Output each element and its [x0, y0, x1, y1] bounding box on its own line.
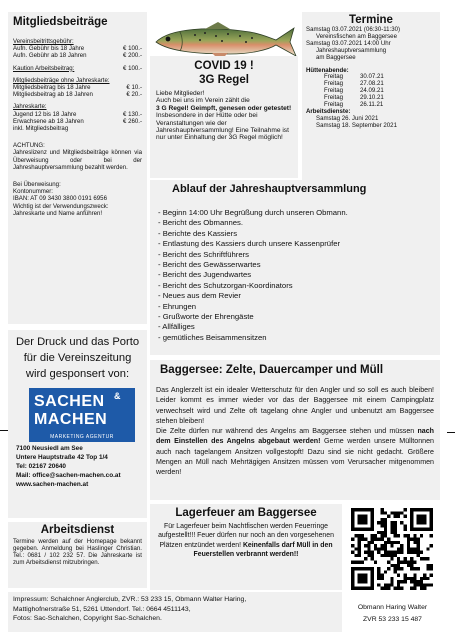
fee-row [13, 52, 142, 59]
ablauf-title: Ablauf der Jahreshauptversammlung [172, 183, 367, 195]
ablauf-item: - Bericht des Gewässerwartes [158, 260, 261, 270]
sponsor-text: Der Druck und das Porto für die Vereinszeitung wird gesponsert von: [15, 336, 140, 380]
baggersee-box [150, 360, 440, 500]
huetten-date: 29.10.21 [360, 94, 384, 102]
huetten-head: Hüttenabende: [306, 66, 349, 74]
huetten-day: Freitag [324, 80, 343, 88]
logo-line: MACHEN [34, 411, 108, 428]
jk-note: inkl. Mitgliedsbeitrag [13, 125, 69, 133]
jk-head: Jahreskarte: [13, 103, 47, 111]
vg-head: Vereinsbeitrittsgebühr: [13, 38, 74, 45]
logo-subline: MARKETING AGENTUR [50, 434, 114, 440]
impressum-line: Impressum: Schalchner Anglerclub, ZVR.: 53 233 15, Obmann Walter Haring, [13, 596, 247, 603]
ablauf-item: - Allfälliges [158, 322, 195, 332]
fee-label: Aufn. Gebühr bis 18 Jahre [13, 45, 85, 53]
fee-row [13, 45, 142, 52]
fee-label: Mitgliedsbeitrag ab 18 Jahren [13, 91, 93, 99]
huetten-date: 30.07.21 [360, 73, 384, 81]
ablauf-item: - Entlastung des Kassiers durch unsere Kassenprüfer [158, 239, 341, 249]
termine-line: Vereinsfischen am Baggersee [316, 32, 397, 40]
covid-text-part: Insbesondere in der Hütte oder bei Veranstaltungen wie der Jahreshauptversammlung! Eine Teilnahme ist nur unter Einhaltung der 3G Regel möglich! [156, 112, 289, 142]
arbeit-line: Samstag 18. September 2021 [316, 121, 397, 129]
fee-label: Jugend 12 bis 18 Jahre [13, 110, 77, 118]
baggersee-paragraph: Das Anglerzelt ist ein idealer Wetterschutz für den Angler und so soll es auch bleiben! Leider kommt es immer wieder vor das der Baggersee mit einem Campingplatz verwechselt wird und Zelte oft tagelang ohne Angler und unbenutzt am Baggersee stehen bleiben! [156, 386, 434, 425]
arbeitsdienst-text: Termine werden auf der Homepage bekannt gegeben. Anmeldung bei Haslinger Christian. Tel.: 0681 / 102 232 57. Die Jahreskarte ist zum Arbeitsdienst mitzubringen. [13, 538, 142, 567]
fee-row [13, 84, 142, 91]
huetten-day: Freitag [324, 87, 343, 95]
ablauf-item: - Bericht des Jugendwartes [158, 270, 252, 280]
impressum-box [8, 592, 342, 632]
fee-value: € 260.- [123, 117, 142, 125]
fee-value: € 200.- [123, 52, 142, 60]
sponsor-address [12, 444, 143, 489]
ablauf-item: - Bericht des Schutzorgan-Koordinators [158, 280, 293, 290]
qr-code[interactable] [351, 508, 433, 590]
crop-mark [0, 430, 8, 431]
logo-ampersand: & [114, 391, 121, 401]
impressum-line: Mattighofnerstraße 51, 5261 Uttendorf. Tel.: 0664 4511143, [13, 605, 191, 613]
ablauf-item: - Bericht des Schriftführers [158, 249, 250, 259]
fee-label: Mitgliedsbeitrag bis 18 Jahre [13, 84, 91, 92]
sponsor-website: www.sachen-machen.at [16, 481, 89, 488]
baggersee-text-part: Gerne werden unsere Mülltonnen auch nach tagelangem Ansitzen vollgestopft! Dazu sind sie nicht gedacht. Größere Mengen an Müll nach Mehrtägigen Ansitzen müssen vom Verursacher mitgenommen werden! [156, 437, 434, 477]
ablauf-item: - Berichte des Kassiers [158, 228, 238, 238]
sponsor-email: Mail: office@sachen-machen.co.at [16, 472, 121, 479]
baggersee-paragraph [156, 426, 434, 477]
termine-box [302, 12, 440, 182]
mitgliedsbeitraege-box [8, 12, 147, 324]
kaution-label: Kaution Arbeitsbeitrag: [13, 64, 75, 72]
ablauf-item: - Beginn 14:00 Uhr Begrüßung durch unseren Obmann. [158, 208, 348, 217]
ablauf-list [158, 208, 432, 343]
bank-line: Kontonummer: [13, 188, 53, 196]
huetten-date: 24.09.21 [360, 87, 384, 95]
sponsor-box [8, 330, 147, 518]
fee-value: € 100.- [123, 45, 142, 53]
covid-box [150, 56, 298, 178]
covid-text-bold: 3 G Regel! Geimpft, genesen oder getestet! [156, 104, 292, 112]
baggersee-text-part: Die Zelte dürfen nur während des Angelns am Baggersee stehen und müssen [156, 427, 418, 436]
lagerfeuer-text [156, 522, 336, 559]
fee-value: € 10.- [126, 84, 142, 92]
sponsor-address-line: 7100 Neusiedl am See [16, 445, 83, 452]
mitgliedsbeitraege-title: Mitgliedsbeiträge [13, 16, 108, 28]
huetten-day: Freitag [324, 94, 343, 102]
ablauf-item: - Grußworte der Ehrengäste [158, 312, 254, 322]
logo-line: SACHEN [34, 393, 105, 410]
ablauf-box [150, 180, 440, 355]
covid-text-part: Auch bei uns im Verein zählt die [156, 97, 250, 105]
arbeitsdienst-title: Arbeitsdienst [40, 524, 115, 536]
bank-line: Wichtig ist der Verwendungszweck: Jahreskarte und Name anführen! [13, 202, 109, 217]
qr-caption: Obmann Haring Walter [357, 604, 428, 611]
sponsor-address-line: Untere Hauptstraße 42 Top 1/4 [16, 454, 108, 461]
impressum-line: Fotos: Sac-Schalchen, Copyright Sac-Schalchen. [13, 615, 162, 623]
fee-value: € 130.- [123, 110, 142, 118]
termine-line: Samstag 03.07.2021 (06:30-11:30) [306, 26, 401, 33]
arbeit-line: Samstag 26. Juni 2021 [316, 114, 379, 122]
fee-label: Erwachsene ab 18 Jahren [13, 117, 84, 125]
kaution-row [13, 65, 142, 72]
baggersee-text-bold: nach dem Einstellen des Angelns abgebaut werden! [156, 427, 434, 446]
ablauf-item: - Bericht des Obmannes. [158, 218, 244, 228]
achtung-text: Jahreslizenz und Mitgliedsbeiträge können via Überweisung oder bei der Jahreshauptversammlung bezahlt werden. [13, 149, 142, 171]
sachen-machen-logo [29, 388, 135, 442]
termine-line: Jahreshauptversammlung [316, 46, 387, 54]
arbeit-head: Arbeitsdienste: [306, 107, 351, 115]
crop-mark [447, 432, 455, 433]
bank-head: Bei Überweisung: [13, 181, 61, 189]
covid-greeting: Liebe Mitglieder! [156, 90, 205, 97]
huetten-date: 26.11.21 [360, 101, 384, 109]
lagerfeuer-text-bold: Keinenfalls darf Müll in den Feuerstellen verbrannt werden!! [193, 541, 333, 558]
lagerfeuer-text-part: Für Lagerfeuer beim Nachtfischen werden Feuerringe aufgestellt!!! Feuer dürfen nur noch an den vorgesehenen Plätzen entzündet werden! [158, 523, 334, 549]
mb-head: Mitgliedsbeiträge ohne Jahreskarte: [13, 76, 110, 84]
ablauf-item: - gemütliches Beisammensitzen [158, 332, 267, 342]
lagerfeuer-box [150, 504, 342, 590]
fee-row [13, 111, 142, 118]
baggersee-title: Baggersee: Zelte, Dauercamper und Müll [160, 364, 384, 376]
sponsor-phone: Tel: 02167 20640 [16, 463, 66, 470]
ablauf-item: - Ehrungen [158, 301, 197, 311]
termine-title: Termine [349, 14, 393, 26]
termine-line: Samstag 03.07.2021 14:00 Uhr [306, 39, 391, 47]
covid-text [156, 97, 292, 141]
arbeitsdienst-box [8, 522, 147, 588]
lagerfeuer-title: Lagerfeuer am Baggersee [175, 507, 317, 519]
fee-label: Aufn. Gebühr ab 18 Jahren [13, 52, 87, 60]
ablauf-item: - Neues aus dem Revier [158, 291, 241, 301]
huetten-day: Freitag [324, 73, 343, 81]
kaution-value: € 100.- [123, 64, 142, 72]
fee-row [13, 118, 142, 125]
termine-line: am Baggersee [316, 53, 356, 61]
huetten-date: 27.08.21 [360, 80, 384, 88]
covid-subheadline: 3G Regel [199, 74, 249, 86]
bank-line: IBAN: AT 09 3430 3800 0191 6956 [13, 195, 107, 203]
fee-value: € 20.- [126, 91, 142, 99]
achtung-head: ACHTUNG: [13, 142, 45, 150]
qr-caption: ZVR 53 233 15 487 [363, 616, 422, 623]
huetten-day: Freitag [324, 101, 343, 109]
covid-headline: COVID 19 ! [194, 60, 254, 72]
qr-box [345, 504, 440, 628]
fee-row [13, 91, 142, 98]
